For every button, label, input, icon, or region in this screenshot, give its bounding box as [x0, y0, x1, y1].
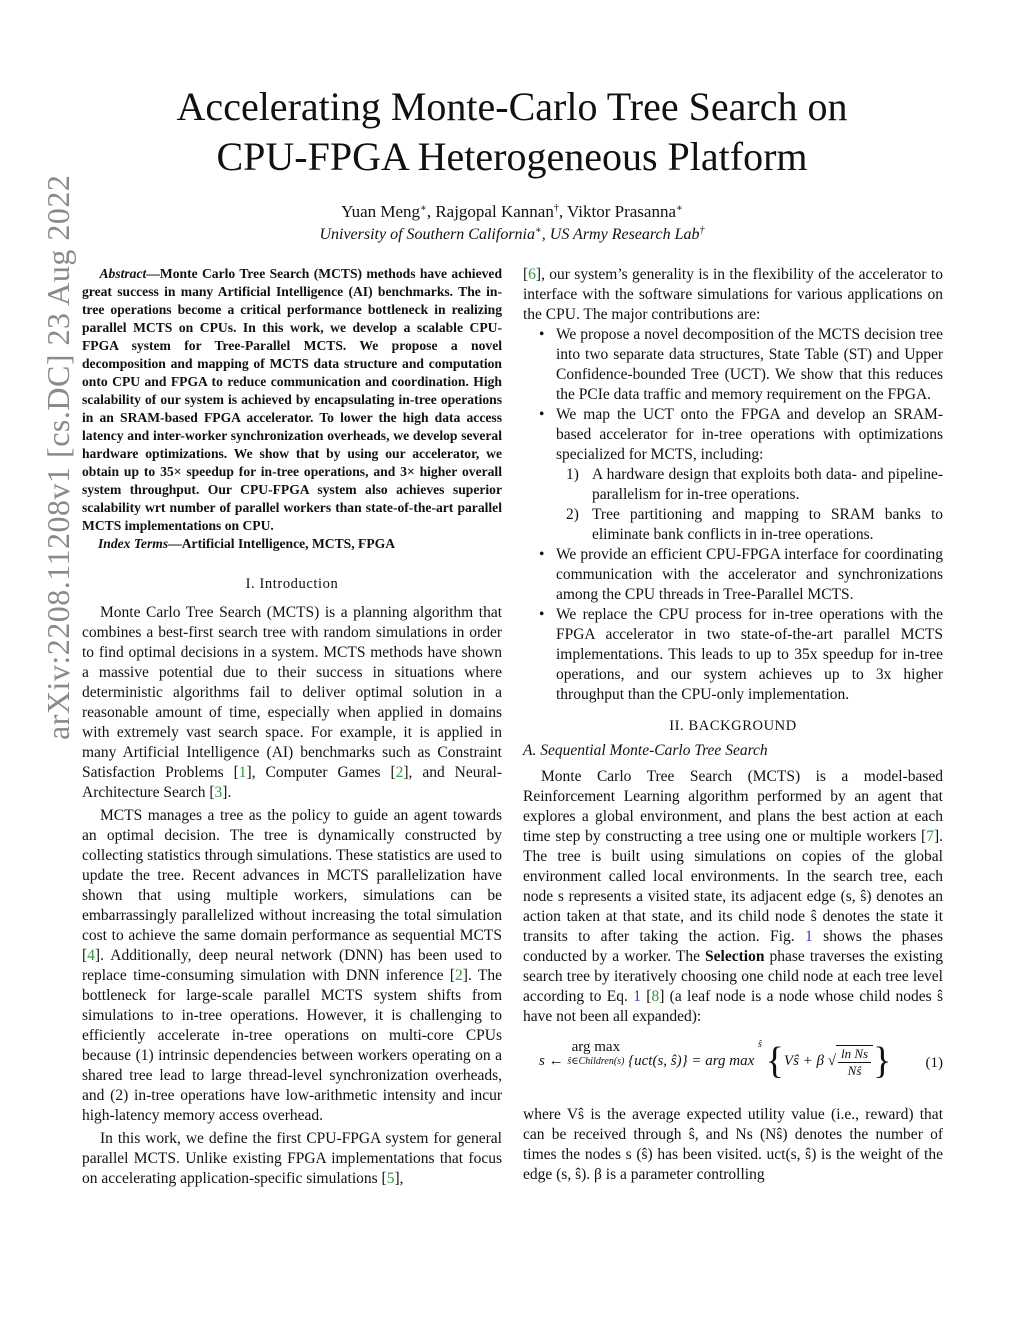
- citation-link[interactable]: 5: [386, 1170, 395, 1187]
- citation-link[interactable]: 6: [528, 266, 536, 283]
- contribution-item: • We propose a novel decomposition of the MCTS decision tree into two separate data structures, State Table (ST) and Upper Confidence-bounded Tree (UCT). We show that this reduces the PCIe data traffic and memory requirement on the FPGA.: [523, 325, 943, 405]
- contribution-item: • We provide an efficient CPU-FPGA interface for coordinating communication with the accelerator and synchronizations among the CPU threads in Tree-Parallel MCTS.: [523, 545, 943, 605]
- affiliation: University of Southern California: [319, 226, 535, 243]
- brace-left: {: [765, 1040, 784, 1082]
- citation-link[interactable]: 2: [395, 764, 404, 781]
- author-name: Rajgopal Kannan: [435, 202, 554, 221]
- citation-link[interactable]: 7: [926, 828, 934, 845]
- equation-body: s ← arg max ŝ∈Children(s) {uct(s, ŝ)} = arg max ŝ {Vŝ + β √ $\frac{\text{ln Ns}}{Nŝ}$ }: [539, 1039, 892, 1082]
- equation-ref-link[interactable]: 1: [633, 988, 641, 1005]
- brace-right: }: [873, 1040, 892, 1082]
- abstract-label: Abstract: [99, 266, 147, 281]
- author-mark: ∗: [420, 203, 427, 214]
- equation-number: (1): [925, 1055, 943, 1071]
- contribution-sublist: [556, 465, 943, 545]
- equation-1: [523, 1035, 943, 1097]
- sqrt-symbol: √: [827, 1053, 836, 1069]
- section-heading-introduction: I. Introduction: [245, 576, 339, 592]
- title-line-1: Accelerating Monte-Carlo Tree Search on: [176, 84, 848, 129]
- citation-link[interactable]: 3: [214, 784, 223, 801]
- bold-term: Selection: [705, 948, 765, 965]
- index-terms-text: —Artificial Intelligence, MCTS, FPGA: [168, 536, 396, 551]
- arxiv-identifier: arXiv:2208.11208v1 [cs.DC] 23 Aug 2022: [40, 174, 76, 740]
- argmax-operator: ŝ: [758, 1039, 762, 1050]
- intro-paragraph-3-continued: [6], our system’s generality is in the flexibility of the accelerator to interface with the software simulations for various applications on the CPU. The major contributions are:: [523, 266, 943, 323]
- author-name: Viktor Prasanna: [567, 202, 677, 221]
- author-mark: †: [553, 203, 559, 214]
- background-paragraph-2: where Vŝ is the average expected utility value (i.e., reward) that can be received through ŝ, and Ns (Nŝ) denotes the number of times the nodes s (ŝ) has been visited. uct(s, ŝ) is the weight of the edge (s, ŝ). β is a parameter controlling: [523, 1106, 943, 1183]
- citation-link[interactable]: 1: [238, 764, 247, 781]
- abstract-text-mid: speedup for in-tree operations, and: [181, 464, 401, 479]
- abstract-text-end: higher overall system throughput. Our CPU-FPGA system also achieves superior scalability wrt number of parallel workers than state-of-the-art parallel MCTS implementations on CPU.: [82, 464, 502, 533]
- affiliation-mark: †: [699, 225, 705, 236]
- citation-link[interactable]: 8: [651, 988, 660, 1005]
- paper-title: [110, 82, 914, 182]
- affiliation-mark: ∗: [534, 225, 542, 236]
- contributions-list: [523, 325, 943, 705]
- figure-ref-link[interactable]: 1: [805, 928, 813, 945]
- left-column: [82, 265, 502, 1189]
- abstract-speedup-2: 3×: [400, 464, 415, 479]
- author-name: Yuan Meng: [341, 202, 421, 221]
- abstract-text: —Monte Carlo Tree Search (MCTS) methods have achieved great success in many Artificial Intelligence (AI) benchmarks. The in-tree operations become a critical performance bottleneck in realizing parallel MCTS on CPUs. In this work, we develop a scalable CPU-FPGA system for Tree-Parallel MCTS. We propose a novel decomposition and mapping of MCTS data structure and computation onto CPU and FPGA to reduce communication and coordination. High scalability of our system is achieved by encapsulating in-tree operations in an SRAM-based FPGA accelerator. To lower the high data access latency and inter-worker synchronization overheads, we develop several hardware optimizations. We show that by using our accelerator, we obtain up to: [82, 266, 503, 479]
- affiliation: US Army Research Lab: [549, 226, 700, 243]
- argmax-operator: arg max ŝ∈Children(s): [567, 1039, 625, 1067]
- intro-paragraph-1: Monte Carlo Tree Search (MCTS) is a planning algorithm that combines a best-first search tree with random simulations in order to find optimal decisions in a system. MCTS methods have shown a massive potential due to their success in situations where deterministic algorithms fail to deliver optimal solution in a reasonable amount of time, especially when applied in domains with extremely vast search space. For example, it is applied in many Artificial Intelligence (AI) benchmarks such as Constraint Satisfaction Problems [1], Computer Games [2], and Neural-Architecture Search [3].: [82, 604, 503, 801]
- author-list: Yuan Meng∗, Rajgopal Kannan†, Viktor Prasanna∗: [341, 202, 683, 221]
- abstract-speedup-1: 35×: [160, 464, 182, 479]
- intro-paragraph-3: In this work, we define the first CPU-FPGA system for general parallel MCTS. Unlike existing FPGA implementations that focus on accelerating application-specific simulations [5],: [82, 1130, 502, 1187]
- citation-link[interactable]: 2: [455, 967, 463, 984]
- background-paragraph-1: Monte Carlo Tree Search (MCTS) is a model-based Reinforcement Learning algorithm performed by an agent that explores a global environment, and plans the best action at each time step by constructing a tree using one or multiple workers [7]. The tree is built using simulations on copies of the global environment called local environments. In the search tree, each node s represents a visited state, its adjacent edge (s, ŝ) denotes an action taken at that state, and its child node ŝ denotes the state it transits to after taking the action. Fig. 1 shows the phases conducted by a worker. The Selection phase traverses the existing search tree by iteratively choosing one child node at each tree level according to Eq. 1 [8] (a leaf node is a node whose child nodes ŝ have not been all expanded):: [523, 768, 944, 1025]
- right-column: [523, 265, 943, 1185]
- index-terms-label: Index Terms: [98, 536, 169, 551]
- title-line-2: CPU-FPGA Heterogeneous Platform: [216, 134, 808, 179]
- fraction: $\frac{\text{ln Ns}}{Nŝ}$: [838, 1046, 871, 1079]
- contribution-item: • We replace the CPU process for in-tree operations with the FPGA accelerator in two state-of-the-art parallel MCTS implementations. This leads to up to 35x speedup for in-tree operations, and our system achieves up to 3x higher throughput than the CPU-only implementation.: [523, 605, 943, 705]
- affiliations: University of Southern California∗, US Army Research Lab†: [319, 225, 705, 243]
- subsection-heading: A. Sequential Monte-Carlo Tree Search: [523, 742, 768, 759]
- sqrt-body: [836, 1045, 873, 1079]
- contribution-subitem: 2) Tree partitioning and mapping to SRAM banks to eliminate bank conflicts in in-tree operations.: [566, 506, 943, 543]
- contribution-item: • We map the UCT onto the FPGA and develop an SRAM-based accelerator for in-tree operations with optimizations specialized for MCTS, including: 1) A hardware design that exploits both data- and pipeline-parallelism for in-tree operations. 2) Tree partitioning and mapping to SRAM banks to eliminate bank conflicts in in-tree operations.: [523, 405, 943, 545]
- abstract: [82, 265, 502, 535]
- author-mark: ∗: [676, 203, 683, 214]
- index-terms: [82, 535, 502, 553]
- intro-paragraph-2: MCTS manages a tree as the policy to guide an agent towards an optimal decision. The tree is dynamically constructed by collecting statistics through simulations. These statistics are used to update the tree. Recent advances in MCTS parallelization have shown that using multiple workers, simulations can be embarrassingly parallelized without increasing the total simulation cost to achieve the same domain performance as sequential MCTS [4]. Additionally, deep neural network (DNN) has been used to replace time-consuming simulation with DNN inference [2]. The bottleneck for large-scale parallel MCTS system shifts from simulations to in-tree operations. However, it is challenging to efficiently accelerate in-tree operations on multi-core CPUs because (1) intrinsic dependencies between workers operating on a shared tree lead to large thread-level synchronization overheads, and (2) in-tree operations have low-arithmetic intensity and incur high-latency memory access overhead.: [82, 807, 502, 1124]
- contribution-subitem: 1) A hardware design that exploits both data- and pipeline-parallelism for in-tree operations.: [566, 466, 943, 503]
- citation-link[interactable]: 4: [87, 947, 95, 964]
- section-heading-background: II. BACKGROUND: [669, 718, 797, 734]
